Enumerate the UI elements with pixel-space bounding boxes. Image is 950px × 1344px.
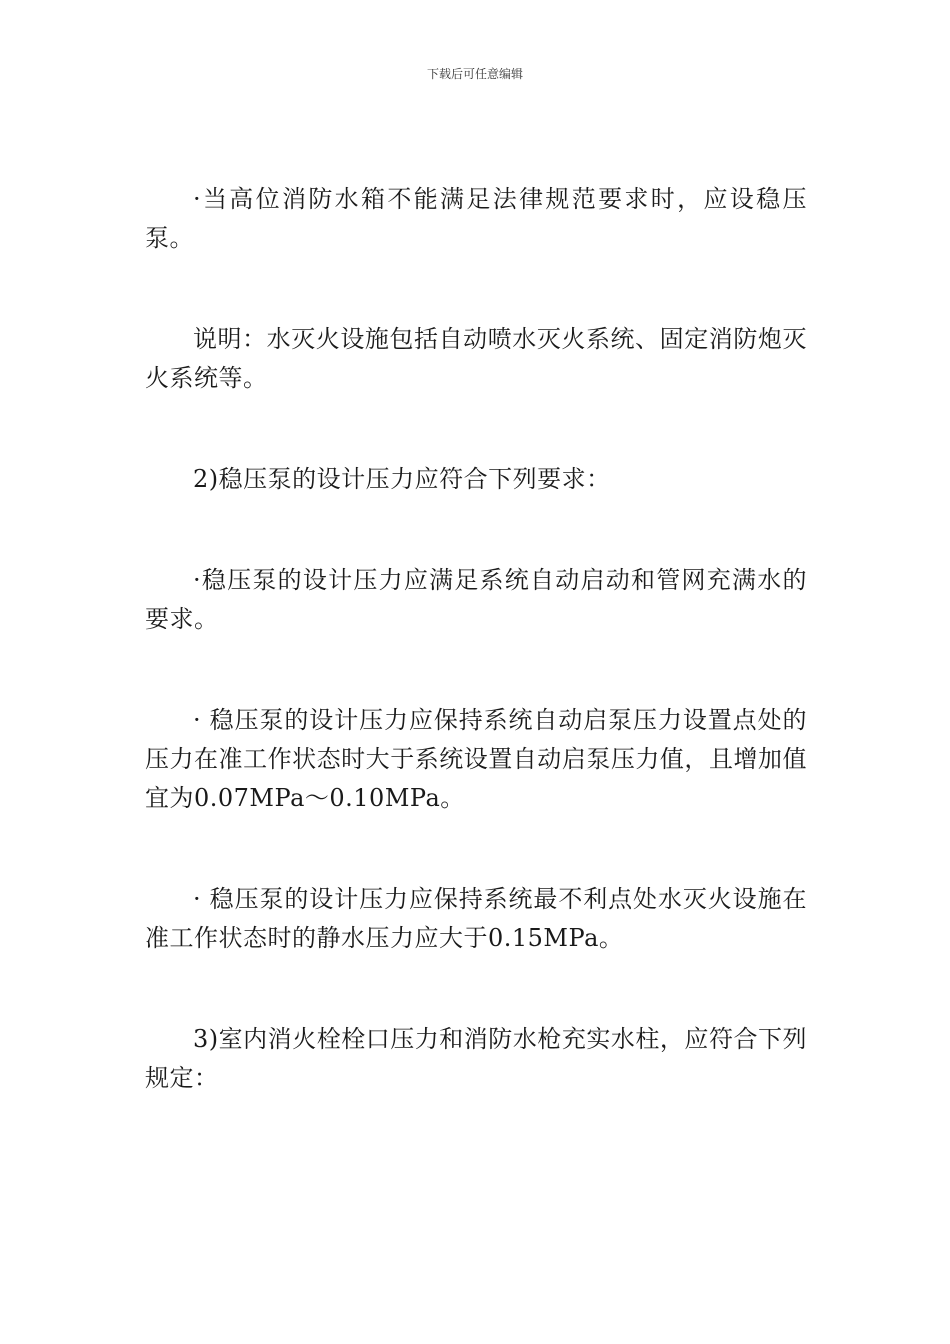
paragraph-static-pressure-bullet: · 稳压泵的设计压力应保持系统最不利点处水灭火设施在准工作状态时的静水压力应大于0.15MPa。 bbox=[145, 885, 807, 952]
paragraph-item-3-heading: 3)室内消火栓栓口压力和消防水枪充实水柱，应符合下列规定： bbox=[145, 1025, 807, 1092]
paragraph-high-tank-bullet: ·当高位消防水箱不能满足法律规范要求时，应设稳压泵。 bbox=[145, 185, 807, 252]
paragraph-item-2-heading: 2)稳压泵的设计压力应符合下列要求： bbox=[193, 465, 611, 493]
page-header: 下载后可任意编辑 bbox=[426, 67, 523, 81]
paragraph-auto-start-bullet: ·稳压泵的设计压力应满足系统自动启动和管网充满水的要求。 bbox=[145, 566, 807, 633]
paragraph-pressure-increase-bullet: · 稳压泵的设计压力应保持系统自动启泵压力设置点处的压力在准工作状态时大于系统设置自动启泵压力值，且增加值宜为0.07MPa～0.10MPa。 bbox=[145, 706, 807, 812]
paragraph-note: 说明：水灭火设施包括自动喷水灭火系统、固定消防炮灭火系统等。 bbox=[145, 325, 807, 392]
document-body bbox=[145, 180, 807, 1098]
